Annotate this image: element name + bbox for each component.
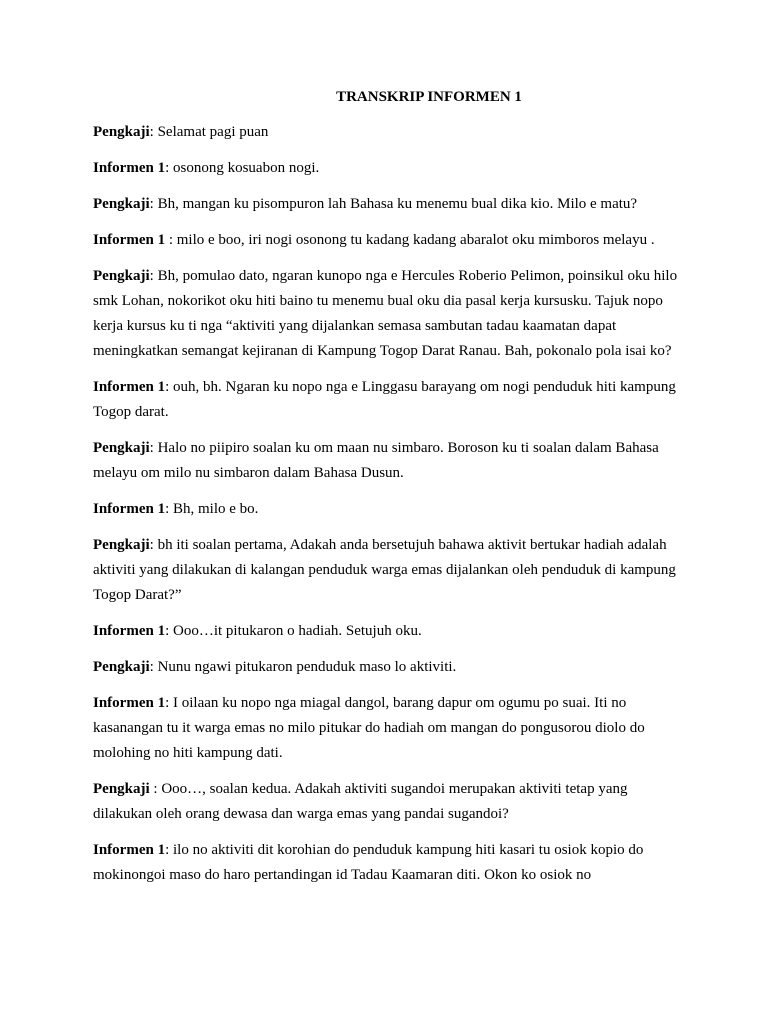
transcript-paragraph xyxy=(93,777,679,827)
utterance-text: : Ooo…, soalan kedua. Adakah aktiviti sugandoi merupakan aktiviti tetap yang dilakukan oleh orang dewasa dan warga emas yang pandai sugandoi? xyxy=(93,781,628,822)
transcript-paragraph xyxy=(93,264,679,364)
utterance-text: : Bh, pomulao dato, ngaran kunopo nga e Hercules Roberio Pelimon, poinsikul oku hilo smk Lohan, nokorikot oku hiti baino tu menemu bual oku dia pasal kerja kursusku. Tajuk nopo kerja kursus ku ti nga “aktiviti yang dijalankan semasa sambutan tadau kaamatan dapat meningkatkan semangat kejiranan di Kampung Togop Darat Ranau. Bah, pokonalo pola isai ko? xyxy=(93,268,678,359)
transcript-paragraph xyxy=(93,691,679,766)
utterance-text: : ouh, bh. Ngaran ku nopo nga e Linggasu barayang om nogi penduduk hiti kampung Togop darat. xyxy=(93,379,676,420)
utterance-text: : milo e boo, iri nogi osonong tu kadang kadang abaralot oku mimboros melayu . xyxy=(165,232,655,248)
utterance-text: : bh iti soalan pertama, Adakah anda bersetujuh bahawa aktivit bertukar hadiah adalah aktiviti yang dilakukan di kalangan penduduk warga emas dijalankan oleh penduduk di kampung Togop Darat?” xyxy=(93,537,676,603)
utterance-text: : Halo no piipiro soalan ku om maan nu simbaro. Boroson ku ti soalan dalam Bahasa melayu om milo nu simbaron dalam Bahasa Dusun. xyxy=(93,440,659,481)
utterance-text: : Bh, mangan ku pisompuron lah Bahasa ku menemu bual dika kio. Milo e matu? xyxy=(149,196,638,212)
transcript-paragraph xyxy=(93,838,679,888)
utterance-text: : Selamat pagi puan xyxy=(149,124,269,140)
speaker-label: Pengkaji xyxy=(93,537,150,553)
speaker-label: Informen 1 xyxy=(93,379,166,395)
speaker-label: Informen 1 xyxy=(93,501,166,517)
utterance-text: : Ooo…it pitukaron o hadiah. Setujuh oku. xyxy=(165,623,422,639)
speaker-label: Pengkaji xyxy=(93,440,150,456)
document-title: TRANSKRIP INFORMEN 1 xyxy=(336,89,522,105)
speaker-label: Pengkaji xyxy=(93,268,150,284)
transcript-paragraph xyxy=(93,436,679,486)
transcript-paragraph xyxy=(93,375,679,425)
utterance-text: : I oilaan ku nopo nga miagal dangol, barang dapur om ogumu po suai. Iti no kasanangan tu it warga emas no milo pitukar do hadiah om mangan do pongusorou diolo do molohing no hiti kampung dati. xyxy=(93,695,645,761)
transcript-paragraph xyxy=(93,655,679,680)
speaker-label: Informen 1 xyxy=(93,160,166,176)
speaker-label: Pengkaji xyxy=(93,196,150,212)
speaker-label: Informen 1 xyxy=(93,623,166,639)
transcript-paragraph xyxy=(93,156,679,181)
speaker-label: Pengkaji xyxy=(93,781,150,797)
transcript-paragraph xyxy=(93,619,679,644)
utterance-text: : Nunu ngawi pitukaron penduduk maso lo aktiviti. xyxy=(149,659,457,675)
transcript-paragraph xyxy=(93,497,679,522)
speaker-label: Pengkaji xyxy=(93,659,150,675)
speaker-label: Informen 1 xyxy=(93,232,166,248)
transcript-paragraph xyxy=(93,228,679,253)
speaker-label: Pengkaji xyxy=(93,124,150,140)
utterance-text: : osonong kosuabon nogi. xyxy=(165,160,320,176)
utterance-text: : ilo no aktiviti dit korohian do penduduk kampung hiti kasari tu osiok kopio do mokinongoi maso do haro pertandingan id Tadau Kaamaran diti. Okon ko osiok no xyxy=(93,842,644,883)
speaker-label: Informen 1 xyxy=(93,842,166,858)
transcript-paragraph xyxy=(93,533,679,608)
transcript-paragraph xyxy=(93,120,679,145)
transcript-paragraph xyxy=(93,192,679,217)
transcript-body xyxy=(93,120,679,899)
speaker-label: Informen 1 xyxy=(93,695,166,711)
utterance-text: : Bh, milo e bo. xyxy=(165,501,259,517)
